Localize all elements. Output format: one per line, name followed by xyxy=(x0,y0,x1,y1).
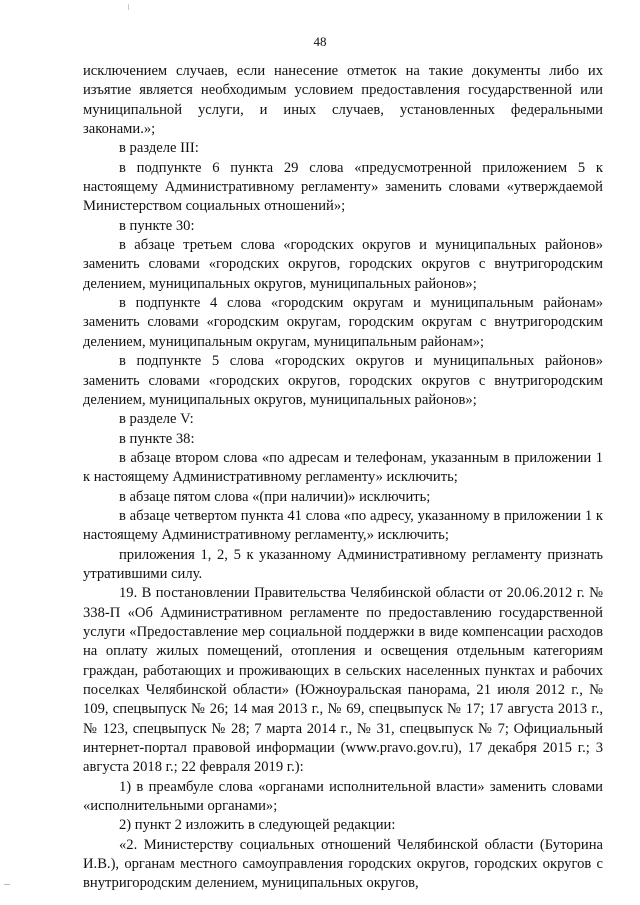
paragraph: в абзаце пятом слова «(при наличии)» исключить; xyxy=(119,488,431,505)
paragraph: в подпункте 6 пункта 29 слова «предусмотренной приложением 5 к настоящему Административному регламенту» заменить словами «утверждаемой Министерством социальных отношений»; xyxy=(83,159,603,215)
paragraph: в разделе III: xyxy=(119,140,199,157)
paragraph: 1) в преамбуле слова «органами исполнительной власти» заменить словами «исполнительными органами»; xyxy=(83,778,603,815)
paragraph: в подпункте 5 слова «городских округов и муниципальных районов» заменить словами «городских округов, городских округов с внутригородским делением, муниципальных округов, муниципальных районов»; xyxy=(83,353,603,408)
paragraph: в абзаце втором слова «по адресам и телефонам, указанным в приложении 1 к настоящему Административному регламенту» исключить; xyxy=(83,449,603,486)
paragraph: в пункте 38: xyxy=(119,430,195,447)
paragraph: в подпункте 4 слова «городским округам и муниципальным районам» заменить словами «городским округам, городским округам с внутригородским делением, муниципальным округам, муниципальным районам»; xyxy=(83,295,603,350)
scan-mark xyxy=(128,4,129,10)
paragraph: приложения 1, 2, 5 к указанному Административному регламенту признать утратившими силу. xyxy=(83,546,603,582)
scan-mark xyxy=(4,884,10,885)
paragraph: «2. Министерству социальных отношений Челябинской области (Буторина И.В.), органам местного самоуправления городских округов, городских округов с внутригородским делением, муниципальных округов, xyxy=(83,836,603,892)
document-body xyxy=(83,62,603,894)
paragraph: 19. В постановлении Правительства Челябинской области от 20.06.2012 г. № 338-П «Об Административном регламенте по предоставлению государственной услуги «Предоставление мер социальной поддержки в виде компенсации расходов на оплату жилых помещений, отопления и освещения отдельным категориям граждан, работающих и проживающих в сельских населенных пунктах и рабочих поселках Челябинской области» (Южноуральская панорама, 21 июля 2012 г., № 109, спецвыпуск № 26; 14 мая 2013 г., № 69, спецвыпуск № 17; 17 августа 2013 г., № 123, спецвыпуск № 28; 7 марта 2014 г., № 31, спецвыпуск № 7; Официальный интернет-портал правовой информации (www.pravo.gov.ru), 17 декабря 2015 г.; 3 августа 2018 г.; 22 февраля 2019 г.): xyxy=(83,585,603,776)
paragraph: в абзаце четвертом пункта 41 слова «по адресу, указанному в приложении 1 к настоящему Административному регламенту,» исключить; xyxy=(83,507,603,544)
paragraph: 2) пункт 2 изложить в следующей редакции: xyxy=(119,817,396,834)
paragraph: исключением случаев, если нанесение отметок на такие документы либо их изъятие является необходимым условием предоставления государственной или муниципальной услуги, и иных случаев, установленных федеральными законами.»; xyxy=(83,63,603,138)
paragraph: в абзаце третьем слова «городских округов и муниципальных районов» заменить словами «городских округов, городских округов с внутригородским делением, муниципальных округов, муниципальных районов»; xyxy=(83,237,603,292)
paragraph: в пункте 30: xyxy=(119,217,195,234)
page-number: 48 xyxy=(313,34,327,49)
paragraph: в разделе V: xyxy=(119,411,194,428)
